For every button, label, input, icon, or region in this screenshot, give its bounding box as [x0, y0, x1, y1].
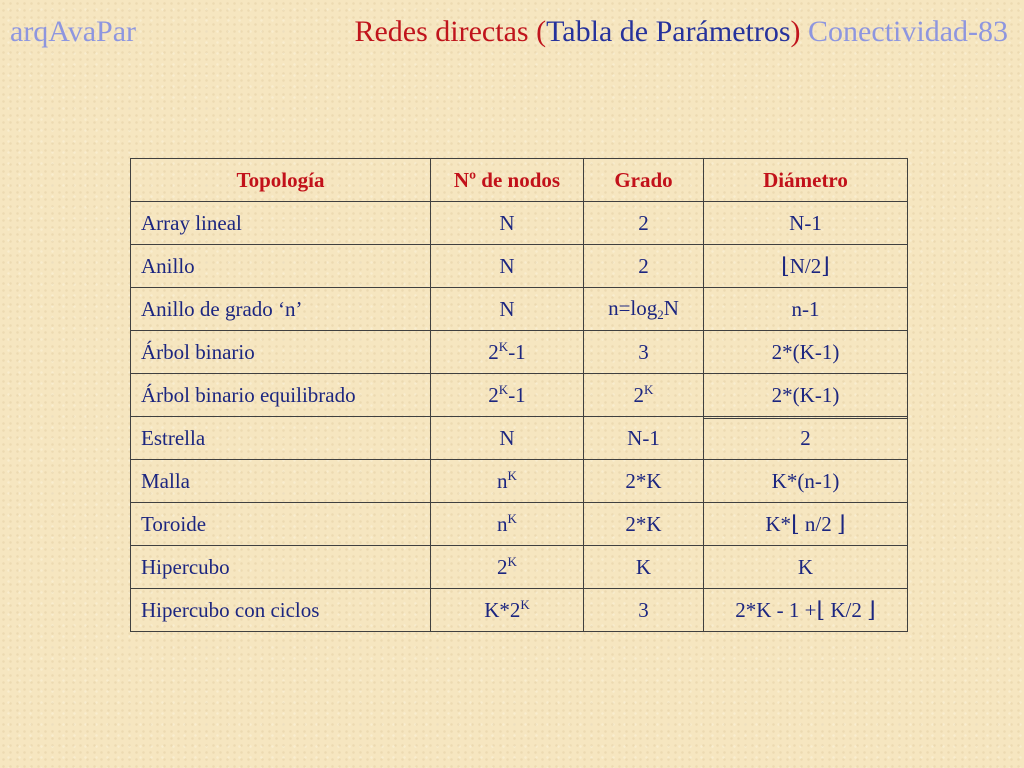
- parameters-table: [130, 158, 908, 632]
- degree-exponent: K: [644, 382, 654, 397]
- nodes-base: 2: [488, 383, 499, 407]
- cell-topology: Malla: [131, 460, 431, 503]
- nodes-exponent: K: [507, 511, 517, 526]
- cell-degree: 2: [584, 202, 704, 245]
- cell-degree: 3: [584, 589, 704, 632]
- nodes-exponent: K: [498, 339, 509, 354]
- cell-diameter: [704, 245, 908, 288]
- cell-diameter: [704, 503, 908, 546]
- title-main: Redes directas: [354, 15, 529, 48]
- nodes-base: n: [497, 512, 508, 536]
- table-row: [131, 460, 908, 503]
- table-row: [131, 331, 908, 374]
- nodes-tail: -1: [508, 340, 526, 364]
- cell-nodes: [431, 503, 584, 546]
- table-row: [131, 374, 908, 417]
- degree-subscript: 2: [657, 306, 664, 322]
- floor-right-symbol: ⌋: [867, 597, 876, 622]
- cell-degree: N-1: [584, 417, 704, 460]
- cell-degree: 2: [584, 245, 704, 288]
- nodes-base: 2: [497, 555, 508, 579]
- cell-topology: Hipercubo con ciclos: [131, 589, 431, 632]
- nodes-tail: -1: [508, 383, 526, 407]
- cell-nodes: N: [431, 288, 584, 331]
- floor-left-symbol: ⌊: [816, 597, 826, 622]
- nodes-base: 2: [488, 340, 499, 364]
- cell-degree: 3: [584, 331, 704, 374]
- title-subtitle: Tabla de Parámetros: [546, 15, 791, 48]
- nodes-base: n: [497, 469, 508, 493]
- cell-topology: Estrella: [131, 417, 431, 460]
- nodes-exponent: K: [507, 554, 517, 569]
- cell-diameter: K: [704, 546, 908, 589]
- table-header-row: [131, 159, 908, 202]
- diameter-floor-value: K/2: [825, 598, 868, 622]
- header-nodes: Nº de nodos: [431, 159, 584, 202]
- title-paren-open: (: [536, 15, 547, 48]
- degree-tail: N: [663, 295, 679, 320]
- cell-diameter: 2*(K-1): [704, 331, 908, 374]
- table-row: [131, 245, 908, 288]
- title-section: Conectividad-83: [808, 15, 1008, 48]
- cell-degree: [584, 288, 704, 331]
- degree-base: 2: [633, 383, 645, 407]
- cell-degree: [584, 374, 704, 417]
- cell-topology: Hipercubo: [131, 546, 431, 589]
- header-topology: Topología: [131, 159, 431, 202]
- cell-nodes: N: [431, 417, 584, 460]
- diameter-prefix: K*: [765, 512, 792, 536]
- table-row: [131, 589, 908, 632]
- cell-diameter: 2: [704, 417, 908, 460]
- cell-topology: Árbol binario: [131, 331, 431, 374]
- table-row: [131, 202, 908, 245]
- cell-diameter: 2*(K-1): [704, 374, 908, 417]
- nodes-base: K*2: [484, 598, 521, 622]
- diameter-prefix: 2*K - 1 +: [735, 598, 817, 622]
- cell-nodes: [431, 589, 584, 632]
- table-row: [131, 288, 908, 331]
- cell-topology: Toroide: [131, 503, 431, 546]
- nodes-exponent: K: [498, 382, 509, 397]
- diameter-floor-value: n/2: [799, 512, 837, 536]
- header-degree: Grado: [584, 159, 704, 202]
- cell-topology: Array lineal: [131, 202, 431, 245]
- diameter-value: N/2: [789, 254, 822, 278]
- cell-nodes: [431, 546, 584, 589]
- cell-nodes: [431, 331, 584, 374]
- cell-diameter: N-1: [704, 202, 908, 245]
- nodes-exponent: K: [520, 597, 530, 612]
- course-brand: arqAvaPar: [10, 15, 137, 48]
- nodes-exponent: K: [507, 468, 517, 483]
- table-row: [131, 546, 908, 589]
- cell-degree: K: [584, 546, 704, 589]
- floor-right-symbol: ⌋: [837, 511, 846, 536]
- cell-diameter: [704, 589, 908, 632]
- table-row: [131, 503, 908, 546]
- header-diameter: Diámetro: [704, 159, 908, 202]
- cell-diameter: K*(n-1): [704, 460, 908, 503]
- table-row: [131, 417, 908, 460]
- cell-nodes: [431, 374, 584, 417]
- cell-degree: 2*K: [584, 460, 704, 503]
- floor-left-symbol: ⌊: [781, 253, 790, 278]
- cell-topology: Árbol binario equilibrado: [131, 374, 431, 417]
- slide-title: [354, 10, 1008, 54]
- slide-title-bar: [10, 10, 1014, 54]
- cell-topology: Anillo de grado ‘n’: [131, 288, 431, 331]
- floor-right-symbol: ⌋: [821, 253, 830, 278]
- cell-degree: 2*K: [584, 503, 704, 546]
- cell-nodes: [431, 460, 584, 503]
- cell-topology: Anillo: [131, 245, 431, 288]
- title-paren-close: ): [790, 15, 801, 48]
- cell-nodes: N: [431, 202, 584, 245]
- cell-nodes: N: [431, 245, 584, 288]
- floor-left-symbol: ⌊: [791, 511, 800, 536]
- cell-diameter: n-1: [704, 288, 908, 331]
- degree-base: n=log: [608, 295, 658, 320]
